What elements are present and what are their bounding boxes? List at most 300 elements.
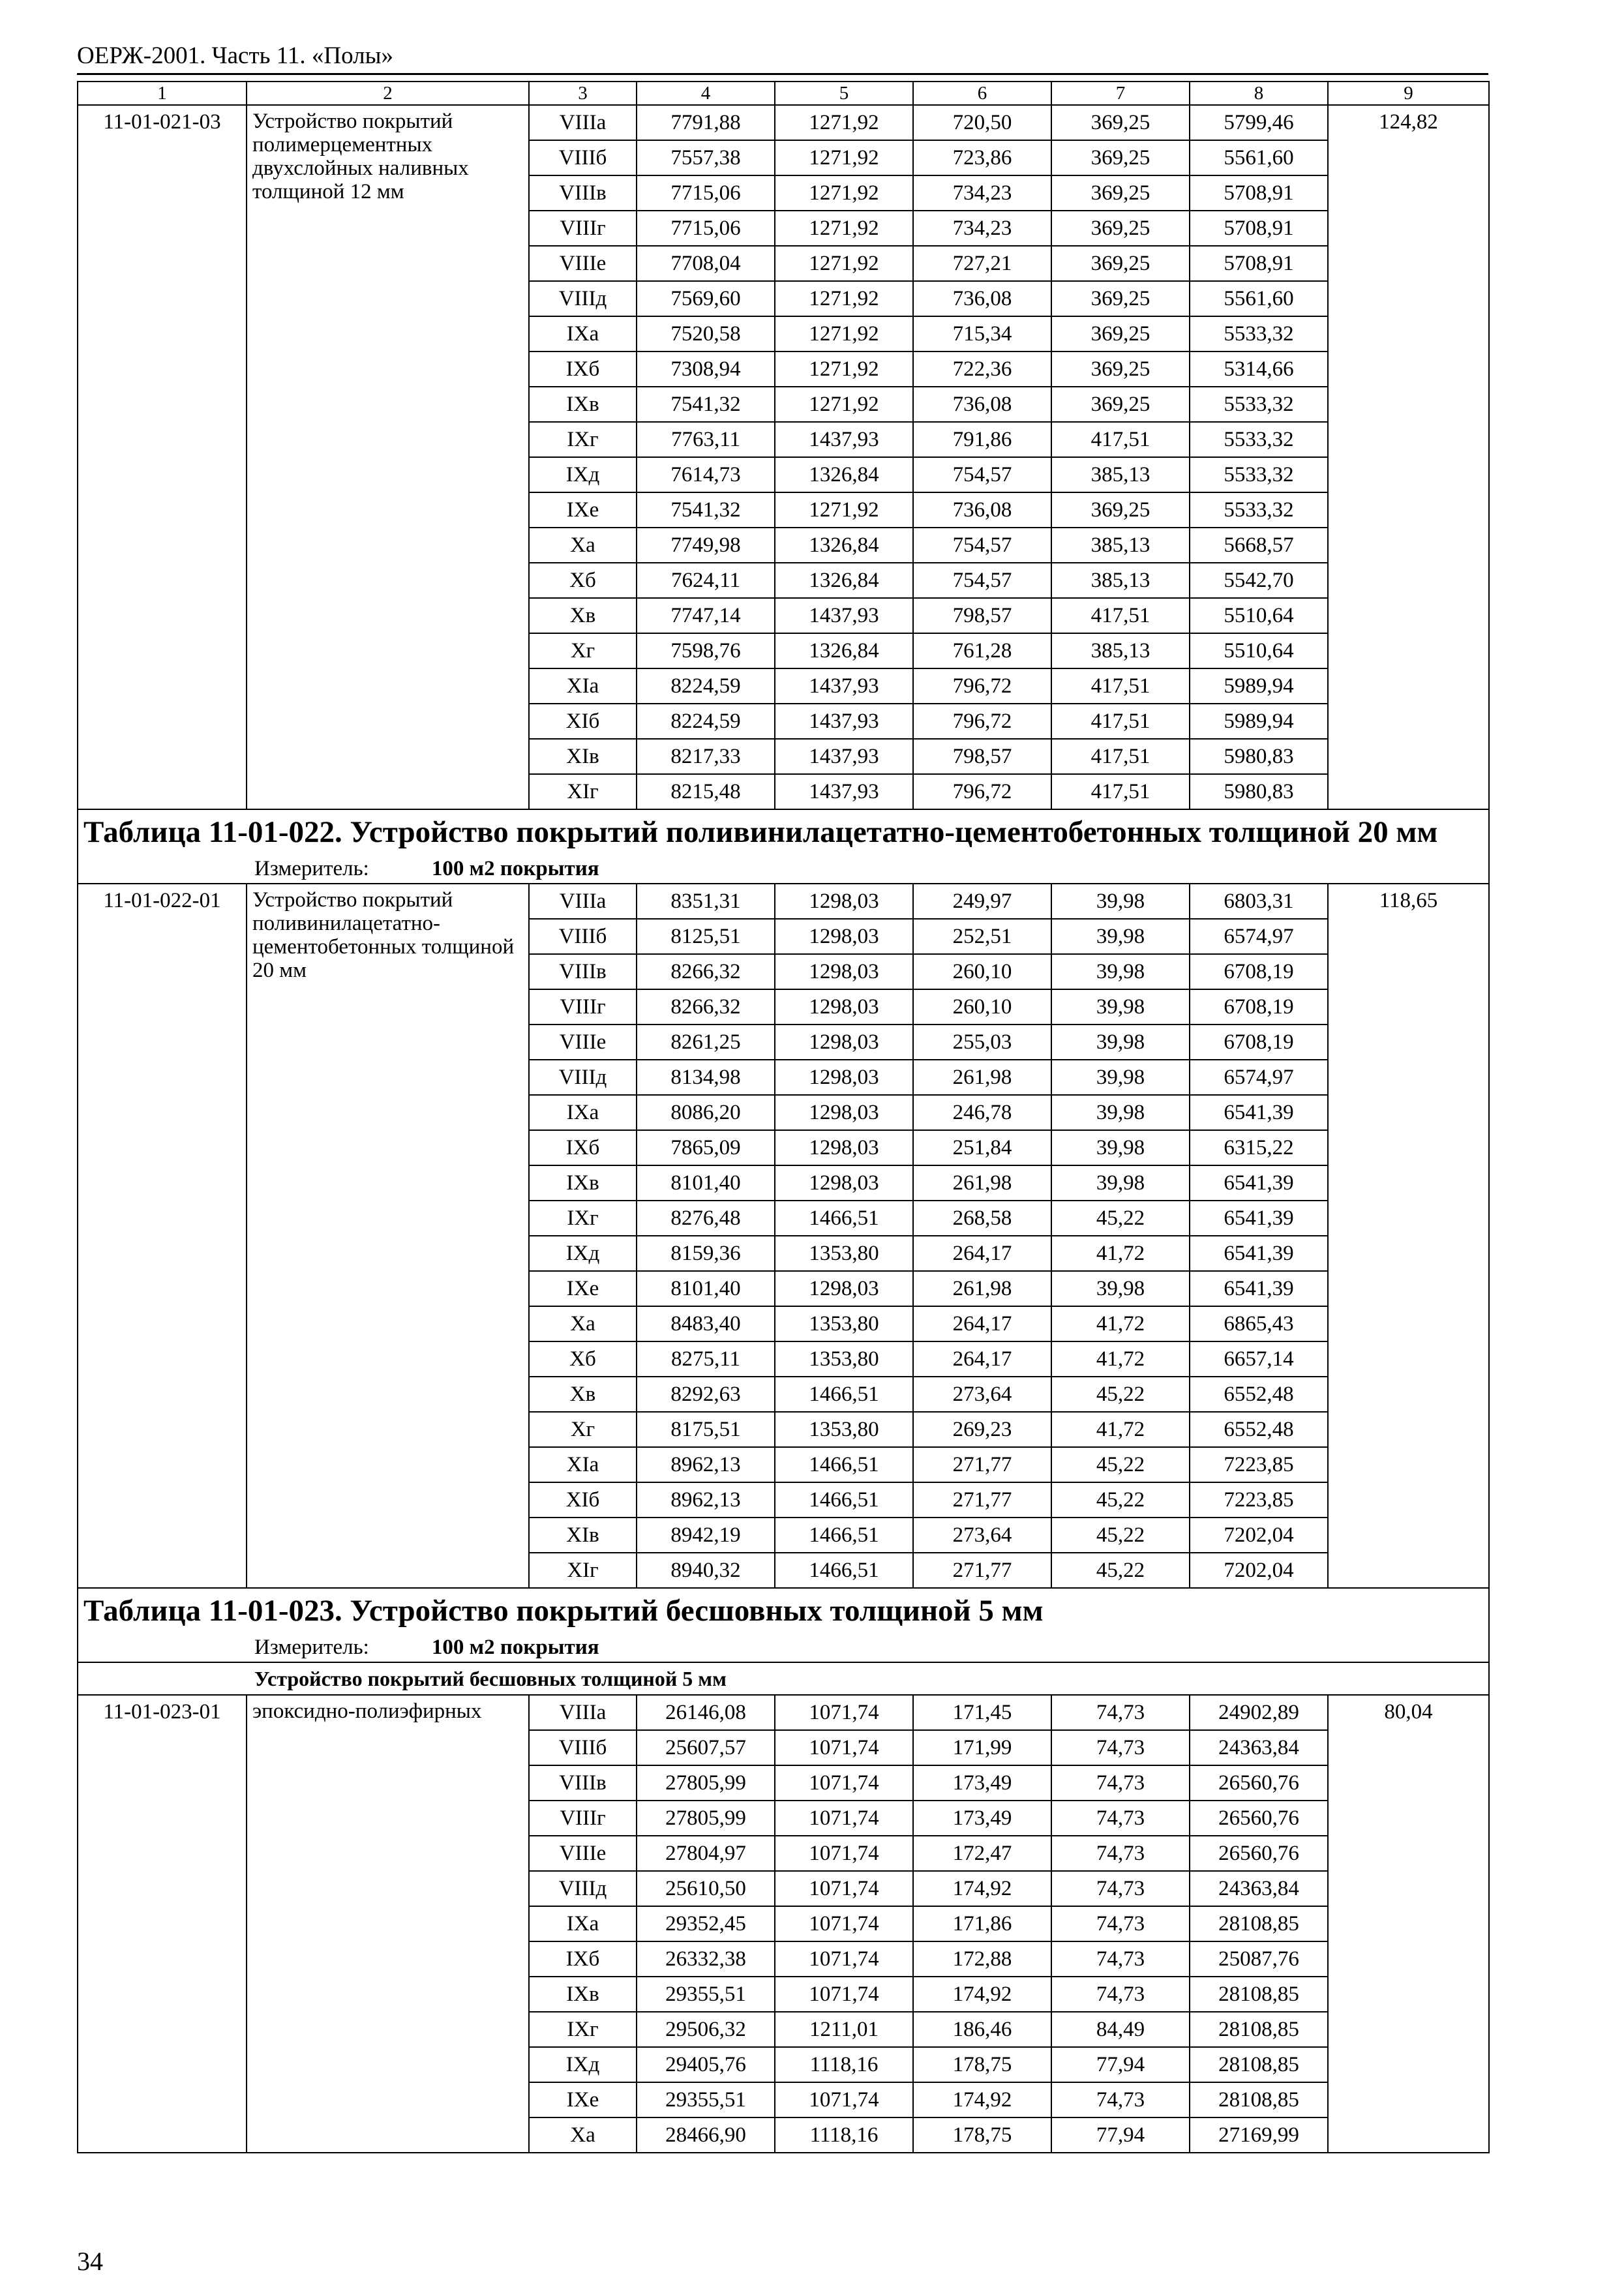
work-name: эпоксидно-полиэфирных — [247, 1695, 529, 2153]
value-cell: 754,57 — [913, 528, 1051, 563]
value-cell: 26146,08 — [637, 1695, 775, 1730]
zone-cell: VIIIг — [529, 1801, 637, 1836]
value-cell: 26560,76 — [1190, 1765, 1328, 1801]
value-cell: 369,25 — [1051, 175, 1190, 211]
value-cell: 28108,85 — [1190, 2047, 1328, 2082]
work-name: Устройство покрытий поливинилацетатно-цементобетонных толщиной 20 мм — [247, 884, 529, 1588]
value-cell: 26560,76 — [1190, 1801, 1328, 1836]
value-cell: 1437,93 — [775, 739, 913, 774]
value-cell: 39,98 — [1051, 919, 1190, 954]
value-cell: 1271,92 — [775, 246, 913, 281]
value-cell: 8483,40 — [637, 1306, 775, 1341]
measure-cell — [78, 1633, 1489, 1662]
value-cell: 7598,76 — [637, 633, 775, 668]
value-cell: 7202,04 — [1190, 1553, 1328, 1588]
running-header: ОЕРЖ-2001. Часть 11. «Полы» — [77, 42, 393, 69]
value-cell: 5561,60 — [1190, 140, 1328, 175]
value-cell: 186,46 — [913, 2012, 1051, 2047]
value-cell: 39,98 — [1051, 1271, 1190, 1306]
value-cell: 6541,39 — [1190, 1236, 1328, 1271]
value-cell: 1466,51 — [775, 1377, 913, 1412]
value-cell: 5314,66 — [1190, 352, 1328, 387]
value-cell: 246,78 — [913, 1095, 1051, 1130]
value-cell: 5510,64 — [1190, 598, 1328, 633]
value-cell: 41,72 — [1051, 1236, 1190, 1271]
value-cell: 720,50 — [913, 105, 1051, 140]
value-cell: 74,73 — [1051, 1871, 1190, 1906]
value-cell: 27169,99 — [1190, 2117, 1328, 2153]
value-cell: 7614,73 — [637, 457, 775, 492]
value-cell: 369,25 — [1051, 211, 1190, 246]
value-cell: 8292,63 — [637, 1377, 775, 1412]
zone-cell: IXб — [529, 352, 637, 387]
measure-label: Измеритель: — [254, 1636, 369, 1659]
value-cell: 6574,97 — [1190, 919, 1328, 954]
value-cell: 798,57 — [913, 739, 1051, 774]
value-cell: 173,49 — [913, 1765, 1051, 1801]
value-cell: 7557,38 — [637, 140, 775, 175]
value-cell: 8276,48 — [637, 1201, 775, 1236]
value-cell: 7520,58 — [637, 316, 775, 352]
work-name: Устройство покрытий полимерцементных двухслойных наливных толщиной 12 мм — [247, 105, 529, 809]
zone-cell: VIIIа — [529, 1695, 637, 1730]
value-cell: 269,23 — [913, 1412, 1051, 1447]
value-cell: 74,73 — [1051, 1695, 1190, 1730]
zone-cell: Xа — [529, 528, 637, 563]
column-number: 5 — [775, 82, 913, 105]
value-cell: 8224,59 — [637, 668, 775, 704]
col9-value: 80,04 — [1328, 1695, 1489, 2153]
value-cell: 8962,13 — [637, 1447, 775, 1482]
zone-cell: VIIIв — [529, 954, 637, 989]
value-cell: 369,25 — [1051, 281, 1190, 316]
value-cell: 1071,74 — [775, 1906, 913, 1941]
value-cell: 8101,40 — [637, 1165, 775, 1201]
value-cell: 5533,32 — [1190, 387, 1328, 422]
value-cell: 8266,32 — [637, 954, 775, 989]
value-cell: 249,97 — [913, 884, 1051, 919]
value-cell: 7715,06 — [637, 175, 775, 211]
value-cell: 796,72 — [913, 668, 1051, 704]
value-cell: 174,92 — [913, 1871, 1051, 1906]
value-cell: 1271,92 — [775, 387, 913, 422]
zone-cell: IXб — [529, 1130, 637, 1165]
zone-cell: IXб — [529, 1941, 637, 1977]
value-cell: 1466,51 — [775, 1518, 913, 1553]
value-cell: 26332,38 — [637, 1941, 775, 1977]
value-cell: 385,13 — [1051, 563, 1190, 598]
subheading-row — [78, 1662, 1489, 1695]
table-row — [78, 884, 1489, 919]
value-cell: 1271,92 — [775, 492, 913, 528]
value-cell: 178,75 — [913, 2117, 1051, 2153]
zone-cell: XIа — [529, 668, 637, 704]
zone-cell: XIб — [529, 704, 637, 739]
value-cell: 1466,51 — [775, 1201, 913, 1236]
zone-cell: VIIIв — [529, 175, 637, 211]
value-cell: 1298,03 — [775, 1060, 913, 1095]
value-cell: 39,98 — [1051, 1130, 1190, 1165]
value-cell: 27804,97 — [637, 1836, 775, 1871]
value-cell: 1298,03 — [775, 954, 913, 989]
value-cell: 1437,93 — [775, 598, 913, 633]
value-cell: 369,25 — [1051, 140, 1190, 175]
rate-code: 11-01-023-01 — [78, 1695, 247, 2153]
value-cell: 39,98 — [1051, 989, 1190, 1025]
value-cell: 417,51 — [1051, 774, 1190, 809]
zone-cell: IXд — [529, 2047, 637, 2082]
value-cell: 796,72 — [913, 704, 1051, 739]
zone-cell: XIг — [529, 1553, 637, 1588]
subheading: Устройство покрытий бесшовных толщиной 5 мм — [78, 1662, 1489, 1695]
value-cell: 6315,22 — [1190, 1130, 1328, 1165]
value-cell: 8159,36 — [637, 1236, 775, 1271]
value-cell: 39,98 — [1051, 954, 1190, 989]
value-cell: 5799,46 — [1190, 105, 1328, 140]
value-cell: 385,13 — [1051, 528, 1190, 563]
value-cell: 271,77 — [913, 1553, 1051, 1588]
value-cell: 7223,85 — [1190, 1447, 1328, 1482]
zone-cell: XIв — [529, 739, 637, 774]
header-rule — [77, 73, 1488, 75]
value-cell: 754,57 — [913, 563, 1051, 598]
value-cell: 74,73 — [1051, 1765, 1190, 1801]
value-cell: 385,13 — [1051, 457, 1190, 492]
value-cell: 39,98 — [1051, 1025, 1190, 1060]
value-cell: 7763,11 — [637, 422, 775, 457]
value-cell: 27805,99 — [637, 1765, 775, 1801]
value-cell: 734,23 — [913, 175, 1051, 211]
value-cell: 5668,57 — [1190, 528, 1328, 563]
value-cell: 273,64 — [913, 1377, 1051, 1412]
value-cell: 1271,92 — [775, 105, 913, 140]
table-row — [78, 105, 1489, 140]
value-cell: 5561,60 — [1190, 281, 1328, 316]
rates-table — [77, 81, 1490, 2153]
table-row — [78, 1695, 1489, 1730]
value-cell: 722,36 — [913, 352, 1051, 387]
value-cell: 8266,32 — [637, 989, 775, 1025]
measure-row — [78, 1633, 1489, 1662]
value-cell: 271,77 — [913, 1482, 1051, 1518]
value-cell: 41,72 — [1051, 1306, 1190, 1341]
value-cell: 6865,43 — [1190, 1306, 1328, 1341]
value-cell: 8215,48 — [637, 774, 775, 809]
value-cell: 5533,32 — [1190, 422, 1328, 457]
zone-cell: Xа — [529, 1306, 637, 1341]
value-cell: 417,51 — [1051, 739, 1190, 774]
value-cell: 8217,33 — [637, 739, 775, 774]
value-cell: 8275,11 — [637, 1341, 775, 1377]
zone-cell: VIIIд — [529, 1871, 637, 1906]
value-cell: 39,98 — [1051, 1165, 1190, 1201]
value-cell: 29355,51 — [637, 1977, 775, 2012]
value-cell: 174,92 — [913, 1977, 1051, 2012]
value-cell: 6552,48 — [1190, 1412, 1328, 1447]
value-cell: 417,51 — [1051, 668, 1190, 704]
page-number: 34 — [77, 2247, 103, 2276]
table-title-row — [78, 1588, 1489, 1633]
value-cell: 1071,74 — [775, 1730, 913, 1765]
value-cell: 1326,84 — [775, 633, 913, 668]
value-cell: 39,98 — [1051, 1095, 1190, 1130]
value-cell: 1071,74 — [775, 1765, 913, 1801]
value-cell: 7308,94 — [637, 352, 775, 387]
value-cell: 1271,92 — [775, 352, 913, 387]
value-cell: 1271,92 — [775, 316, 913, 352]
value-cell: 6708,19 — [1190, 1025, 1328, 1060]
value-cell: 45,22 — [1051, 1553, 1190, 1588]
value-cell: 1298,03 — [775, 1130, 913, 1165]
measure-row — [78, 854, 1489, 884]
zone-cell: IXв — [529, 1977, 637, 2012]
value-cell: 7569,60 — [637, 281, 775, 316]
value-cell: 1353,80 — [775, 1341, 913, 1377]
value-cell: 7749,98 — [637, 528, 775, 563]
value-cell: 264,17 — [913, 1236, 1051, 1271]
value-cell: 5980,83 — [1190, 774, 1328, 809]
value-cell: 29352,45 — [637, 1906, 775, 1941]
value-cell: 1353,80 — [775, 1236, 913, 1271]
value-cell: 369,25 — [1051, 316, 1190, 352]
value-cell: 5708,91 — [1190, 246, 1328, 281]
value-cell: 8175,51 — [637, 1412, 775, 1447]
value-cell: 1466,51 — [775, 1553, 913, 1588]
value-cell: 7708,04 — [637, 246, 775, 281]
zone-cell: VIIIб — [529, 919, 637, 954]
column-number: 8 — [1190, 82, 1328, 105]
column-number: 4 — [637, 82, 775, 105]
zone-cell: VIIIе — [529, 1025, 637, 1060]
value-cell: 1211,01 — [775, 2012, 913, 2047]
value-cell: 45,22 — [1051, 1201, 1190, 1236]
value-cell: 260,10 — [913, 989, 1051, 1025]
value-cell: 7747,14 — [637, 598, 775, 633]
value-cell: 74,73 — [1051, 2082, 1190, 2117]
value-cell: 45,22 — [1051, 1447, 1190, 1482]
value-cell: 171,86 — [913, 1906, 1051, 1941]
zone-cell: Xв — [529, 1377, 637, 1412]
value-cell: 171,45 — [913, 1695, 1051, 1730]
value-cell: 5533,32 — [1190, 492, 1328, 528]
value-cell: 417,51 — [1051, 422, 1190, 457]
table-title-row — [78, 809, 1489, 854]
value-cell: 6803,31 — [1190, 884, 1328, 919]
value-cell: 369,25 — [1051, 105, 1190, 140]
column-number: 6 — [913, 82, 1051, 105]
value-cell: 1118,16 — [775, 2047, 913, 2082]
value-cell: 273,64 — [913, 1518, 1051, 1553]
value-cell: 6541,39 — [1190, 1201, 1328, 1236]
rate-code: 11-01-021-03 — [78, 105, 247, 809]
value-cell: 261,98 — [913, 1271, 1051, 1306]
value-cell: 7791,88 — [637, 105, 775, 140]
value-cell: 27805,99 — [637, 1801, 775, 1836]
value-cell: 1437,93 — [775, 668, 913, 704]
value-cell: 74,73 — [1051, 1977, 1190, 2012]
value-cell: 417,51 — [1051, 704, 1190, 739]
value-cell: 6541,39 — [1190, 1165, 1328, 1201]
value-cell: 24363,84 — [1190, 1871, 1328, 1906]
zone-cell: Xб — [529, 1341, 637, 1377]
zone-cell: VIIIд — [529, 1060, 637, 1095]
zone-cell: Xв — [529, 598, 637, 633]
value-cell: 8351,31 — [637, 884, 775, 919]
zone-cell: Xг — [529, 633, 637, 668]
value-cell: 761,28 — [913, 633, 1051, 668]
value-cell: 7624,11 — [637, 563, 775, 598]
value-cell: 178,75 — [913, 2047, 1051, 2082]
value-cell: 7541,32 — [637, 387, 775, 422]
value-cell: 1271,92 — [775, 211, 913, 246]
value-cell: 268,58 — [913, 1201, 1051, 1236]
value-cell: 5533,32 — [1190, 316, 1328, 352]
zone-cell: VIIIа — [529, 884, 637, 919]
value-cell: 1466,51 — [775, 1482, 913, 1518]
value-cell: 7715,06 — [637, 211, 775, 246]
value-cell: 8962,13 — [637, 1482, 775, 1518]
value-cell: 385,13 — [1051, 633, 1190, 668]
value-cell: 8940,32 — [637, 1553, 775, 1588]
value-cell: 74,73 — [1051, 1801, 1190, 1836]
value-cell: 1071,74 — [775, 1977, 913, 2012]
value-cell: 1437,93 — [775, 774, 913, 809]
value-cell: 41,72 — [1051, 1412, 1190, 1447]
table-title: Таблица 11-01-022. Устройство покрытий поливинилацетатно-цементобетонных толщиной 20 мм — [78, 809, 1489, 854]
value-cell: 8125,51 — [637, 919, 775, 954]
zone-cell: IXв — [529, 387, 637, 422]
value-cell: 1071,74 — [775, 2082, 913, 2117]
zone-cell: XIг — [529, 774, 637, 809]
zone-cell: IXд — [529, 457, 637, 492]
value-cell: 736,08 — [913, 492, 1051, 528]
zone-cell: IXе — [529, 1271, 637, 1306]
zone-cell: IXв — [529, 1165, 637, 1201]
zone-cell: IXг — [529, 422, 637, 457]
value-cell: 1298,03 — [775, 989, 913, 1025]
value-cell: 1071,74 — [775, 1695, 913, 1730]
zone-cell: VIIIв — [529, 1765, 637, 1801]
value-cell: 1298,03 — [775, 1025, 913, 1060]
value-cell: 7541,32 — [637, 492, 775, 528]
value-cell: 5989,94 — [1190, 668, 1328, 704]
value-cell: 1298,03 — [775, 1095, 913, 1130]
column-number-row — [78, 82, 1489, 105]
value-cell: 1466,51 — [775, 1447, 913, 1482]
value-cell: 24902,89 — [1190, 1695, 1328, 1730]
table-title: Таблица 11-01-023. Устройство покрытий бесшовных толщиной 5 мм — [78, 1588, 1489, 1633]
value-cell: 723,86 — [913, 140, 1051, 175]
value-cell: 28108,85 — [1190, 1906, 1328, 1941]
value-cell: 77,94 — [1051, 2047, 1190, 2082]
value-cell: 5510,64 — [1190, 633, 1328, 668]
value-cell: 727,21 — [913, 246, 1051, 281]
value-cell: 28108,85 — [1190, 2012, 1328, 2047]
zone-cell: VIIIб — [529, 1730, 637, 1765]
value-cell: 5989,94 — [1190, 704, 1328, 739]
value-cell: 417,51 — [1051, 598, 1190, 633]
value-cell: 74,73 — [1051, 1906, 1190, 1941]
column-number: 7 — [1051, 82, 1190, 105]
zone-cell: IXе — [529, 492, 637, 528]
value-cell: 261,98 — [913, 1165, 1051, 1201]
value-cell: 1437,93 — [775, 704, 913, 739]
value-cell: 5542,70 — [1190, 563, 1328, 598]
value-cell: 796,72 — [913, 774, 1051, 809]
column-number: 9 — [1328, 82, 1489, 105]
column-number: 2 — [247, 82, 529, 105]
value-cell: 6708,19 — [1190, 954, 1328, 989]
value-cell: 1326,84 — [775, 528, 913, 563]
value-cell: 1353,80 — [775, 1412, 913, 1447]
value-cell: 264,17 — [913, 1306, 1051, 1341]
value-cell: 369,25 — [1051, 492, 1190, 528]
value-cell: 1353,80 — [775, 1306, 913, 1341]
value-cell: 1298,03 — [775, 884, 913, 919]
value-cell: 24363,84 — [1190, 1730, 1328, 1765]
value-cell: 6541,39 — [1190, 1095, 1328, 1130]
value-cell: 1326,84 — [775, 457, 913, 492]
value-cell: 7223,85 — [1190, 1482, 1328, 1518]
value-cell: 173,49 — [913, 1801, 1051, 1836]
value-cell: 1271,92 — [775, 281, 913, 316]
rates-table-body — [78, 82, 1489, 2153]
value-cell: 28108,85 — [1190, 1977, 1328, 2012]
value-cell: 6708,19 — [1190, 989, 1328, 1025]
value-cell: 736,08 — [913, 387, 1051, 422]
value-cell: 29355,51 — [637, 2082, 775, 2117]
value-cell: 45,22 — [1051, 1377, 1190, 1412]
zone-cell: Xг — [529, 1412, 637, 1447]
value-cell: 5980,83 — [1190, 739, 1328, 774]
col9-value: 124,82 — [1328, 105, 1489, 809]
zone-cell: VIIIе — [529, 246, 637, 281]
value-cell: 1071,74 — [775, 1941, 913, 1977]
value-cell: 39,98 — [1051, 1060, 1190, 1095]
value-cell: 25607,57 — [637, 1730, 775, 1765]
value-cell: 28108,85 — [1190, 2082, 1328, 2117]
value-cell: 25610,50 — [637, 1871, 775, 1906]
value-cell: 261,98 — [913, 1060, 1051, 1095]
zone-cell: VIIIд — [529, 281, 637, 316]
zone-cell: VIIIе — [529, 1836, 637, 1871]
value-cell: 252,51 — [913, 919, 1051, 954]
value-cell: 754,57 — [913, 457, 1051, 492]
value-cell: 251,84 — [913, 1130, 1051, 1165]
value-cell: 8134,98 — [637, 1060, 775, 1095]
value-cell: 25087,76 — [1190, 1941, 1328, 1977]
zone-cell: XIб — [529, 1482, 637, 1518]
value-cell: 26560,76 — [1190, 1836, 1328, 1871]
rate-code: 11-01-022-01 — [78, 884, 247, 1588]
zone-cell: IXг — [529, 2012, 637, 2047]
value-cell: 255,03 — [913, 1025, 1051, 1060]
value-cell: 1298,03 — [775, 1271, 913, 1306]
col9-value: 118,65 — [1328, 884, 1489, 1588]
value-cell: 6657,14 — [1190, 1341, 1328, 1377]
value-cell: 715,34 — [913, 316, 1051, 352]
value-cell: 734,23 — [913, 211, 1051, 246]
value-cell: 1071,74 — [775, 1871, 913, 1906]
value-cell: 1271,92 — [775, 175, 913, 211]
value-cell: 8261,25 — [637, 1025, 775, 1060]
value-cell: 6574,97 — [1190, 1060, 1328, 1095]
value-cell: 172,88 — [913, 1941, 1051, 1977]
value-cell: 7202,04 — [1190, 1518, 1328, 1553]
value-cell: 5533,32 — [1190, 457, 1328, 492]
zone-cell: Xа — [529, 2117, 637, 2153]
value-cell: 8086,20 — [637, 1095, 775, 1130]
